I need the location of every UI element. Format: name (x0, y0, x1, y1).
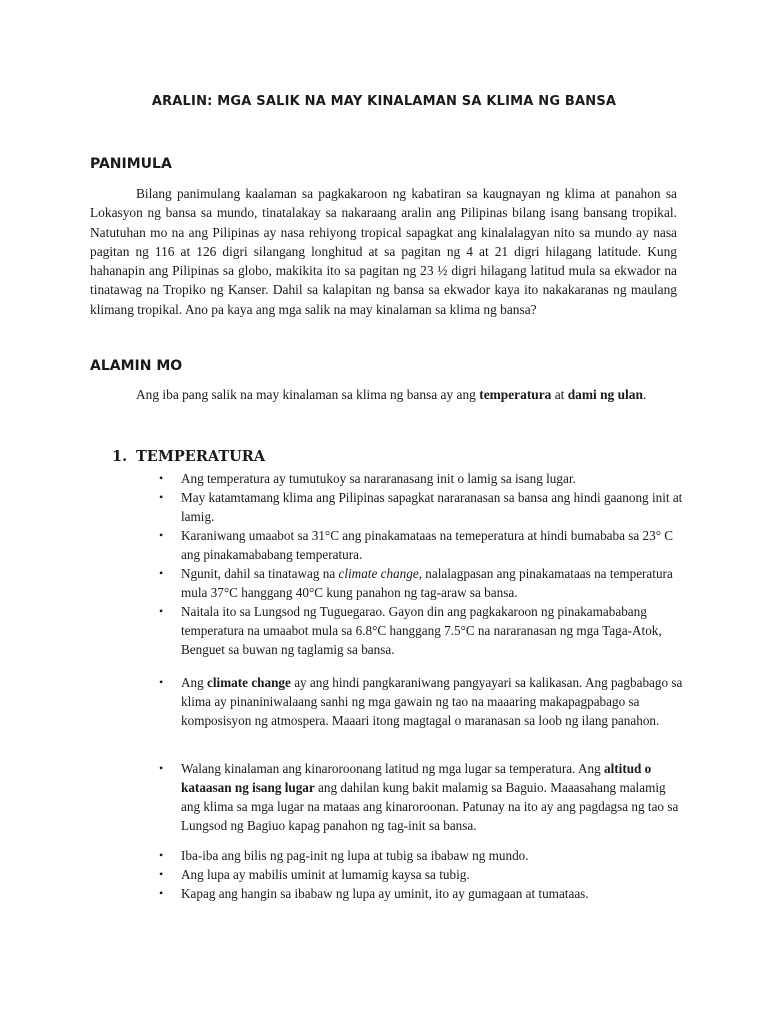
bullet-icon: • (159, 886, 164, 900)
section-number: 1. (112, 448, 128, 465)
section-heading (112, 448, 265, 465)
bullet-icon: • (159, 471, 164, 485)
bullet-icon: • (159, 867, 164, 881)
bullet-list-4 (159, 846, 684, 903)
panimula-text: Bilang panimulang kaalaman sa pagkakaroon ng kabatiran sa kaugnayan ng klima at panahon sa Lokasyon ng bansa sa mundo, tinatalakay sa nakaraang aralin ang Pilipinas bilang isang bansang tropikal. Natutuhan mo na ang Pilipinas ay nasa rehiyong tropical sapagkat ang kinalalagyan nito sa mundo ay nasa pagitan ng 116 at 126 digri silangang longhitud at sa pagitan ng 4 at 21 digri hilagang latitude. Kung hahanapin ang Pilipinas sa globo, makikita ito sa pagitan ng 23 ½ digri hilagang latitud mula sa ekwador na tinatawag na Tropiko ng Kanser. Dahil sa kalapitan ng bansa sa ekwador kaya ito nakakaranas ng maulang klimang tropikal. Ano pa kaya ang mga salik na may kinalaman sa klima ng bansa? (90, 186, 677, 317)
list-item-bold: climate change (207, 675, 291, 690)
list-item-italic: climate change (338, 566, 419, 581)
alamin-intro (136, 387, 646, 403)
list-item (159, 602, 684, 659)
intro-and: at (551, 387, 568, 402)
list-item-text: May katamtamang klima ang Pilipinas sapagkat nararanasan sa bansa ang hindi gaanong init at lamig. (181, 490, 683, 524)
list-item-text: ay ang hindi pangkaraniwang pangyayari sa kalikasan. Ang pagbabago sa klima ay pinaniniwalaang sanhi ng mga gawain ng tao na maaaring makapagpabago sa komposisyon ng atmospera. Maaari itong magtagal o maranasan sa loob ng ilang panahon. (181, 675, 683, 728)
list-item-text: Ngunit, dahil sa tinatawag na (181, 566, 339, 581)
list-item-bold: altitud o kataasan ng isang lugar (181, 761, 652, 795)
intro-period: . (642, 387, 647, 402)
list-item (159, 526, 684, 564)
list-item (159, 469, 684, 488)
bullet-list-2 (159, 673, 684, 730)
list-item-text: Iba-iba ang bilis ng pag-init ng lupa at tubig sa ibabaw ng mundo. (181, 848, 529, 863)
bullet-icon: • (159, 761, 164, 775)
list-item (159, 564, 684, 602)
bullet-list-1 (159, 469, 684, 659)
bullet-icon: • (159, 528, 164, 542)
list-item-text: Ang lupa ay mabilis uminit at lumamig kaysa sa tubig. (181, 867, 470, 882)
list-item-text: Naitala ito sa Lungsod ng Tuguegarao. Gayon din ang pagkakaroon ng pinakamababang temperatura na umaabot mula sa 6.8°C hanggang 7.5°C na nararanasan ng mga Taga-Atok, Benguet sa buwan ng taglamig sa bansa. (181, 604, 662, 657)
bullet-icon: • (159, 490, 164, 504)
list-item-text: Walang kinalaman ang kinaroroonang latitud ng mga lugar sa temperatura. Ang (181, 761, 605, 776)
intro-bold-dami-ng-ulan: dami ng ulan (567, 387, 643, 402)
section-title: TEMPERATURA (136, 448, 266, 465)
list-item (159, 759, 684, 835)
bullet-list-3 (159, 759, 684, 835)
list-item-text: Ang (181, 675, 208, 690)
list-item-text: ang dahilan kung bakit malamig sa Baguio. Maaasahang malamig ang klima sa mga lugar na mataas ang kinaroroonan. Patunay na ito ay ang pagdagsa ng tao sa Lungsod ng Bagiuo kapag panahon ng tag-init sa bansa. (181, 780, 679, 833)
bullet-icon: • (159, 566, 164, 580)
panimula-heading: PANIMULA (90, 156, 172, 172)
list-item (159, 673, 684, 730)
panimula-paragraph (90, 184, 677, 319)
list-item-text: , nalalagpasan ang pinakamataas na temperatura mula 37°C hanggang 40°C kung panahon ng tag-araw sa bansa. (181, 566, 673, 600)
bullet-icon: • (159, 848, 164, 862)
list-item-text: Kapag ang hangin sa ibabaw ng lupa ay uminit, ito ay gumagaan at tumataas. (181, 886, 589, 901)
intro-text: Ang iba pang salik na may kinalaman sa klima ng bansa ay ang (136, 387, 480, 402)
list-item (159, 865, 684, 884)
lesson-title: ARALIN: MGA SALIK NA MAY KINALAMAN SA KLIMA NG BANSA (151, 94, 617, 109)
list-item-text: Karaniwang umaabot sa 31°C ang pinakamataas na temeperatura at hindi bumababa sa 23° C ang pinakamababang temperatura. (181, 528, 674, 562)
list-item (159, 846, 684, 865)
bullet-icon: • (159, 604, 164, 618)
intro-bold-temperatura: temperatura (479, 387, 552, 402)
list-item (159, 884, 684, 903)
alamin-heading: ALAMIN MO (90, 358, 183, 374)
list-item-text: Ang temperatura ay tumutukoy sa nararanasang init o lamig sa isang lugar. (181, 471, 576, 486)
bullet-icon: • (159, 675, 164, 689)
list-item (159, 488, 684, 526)
